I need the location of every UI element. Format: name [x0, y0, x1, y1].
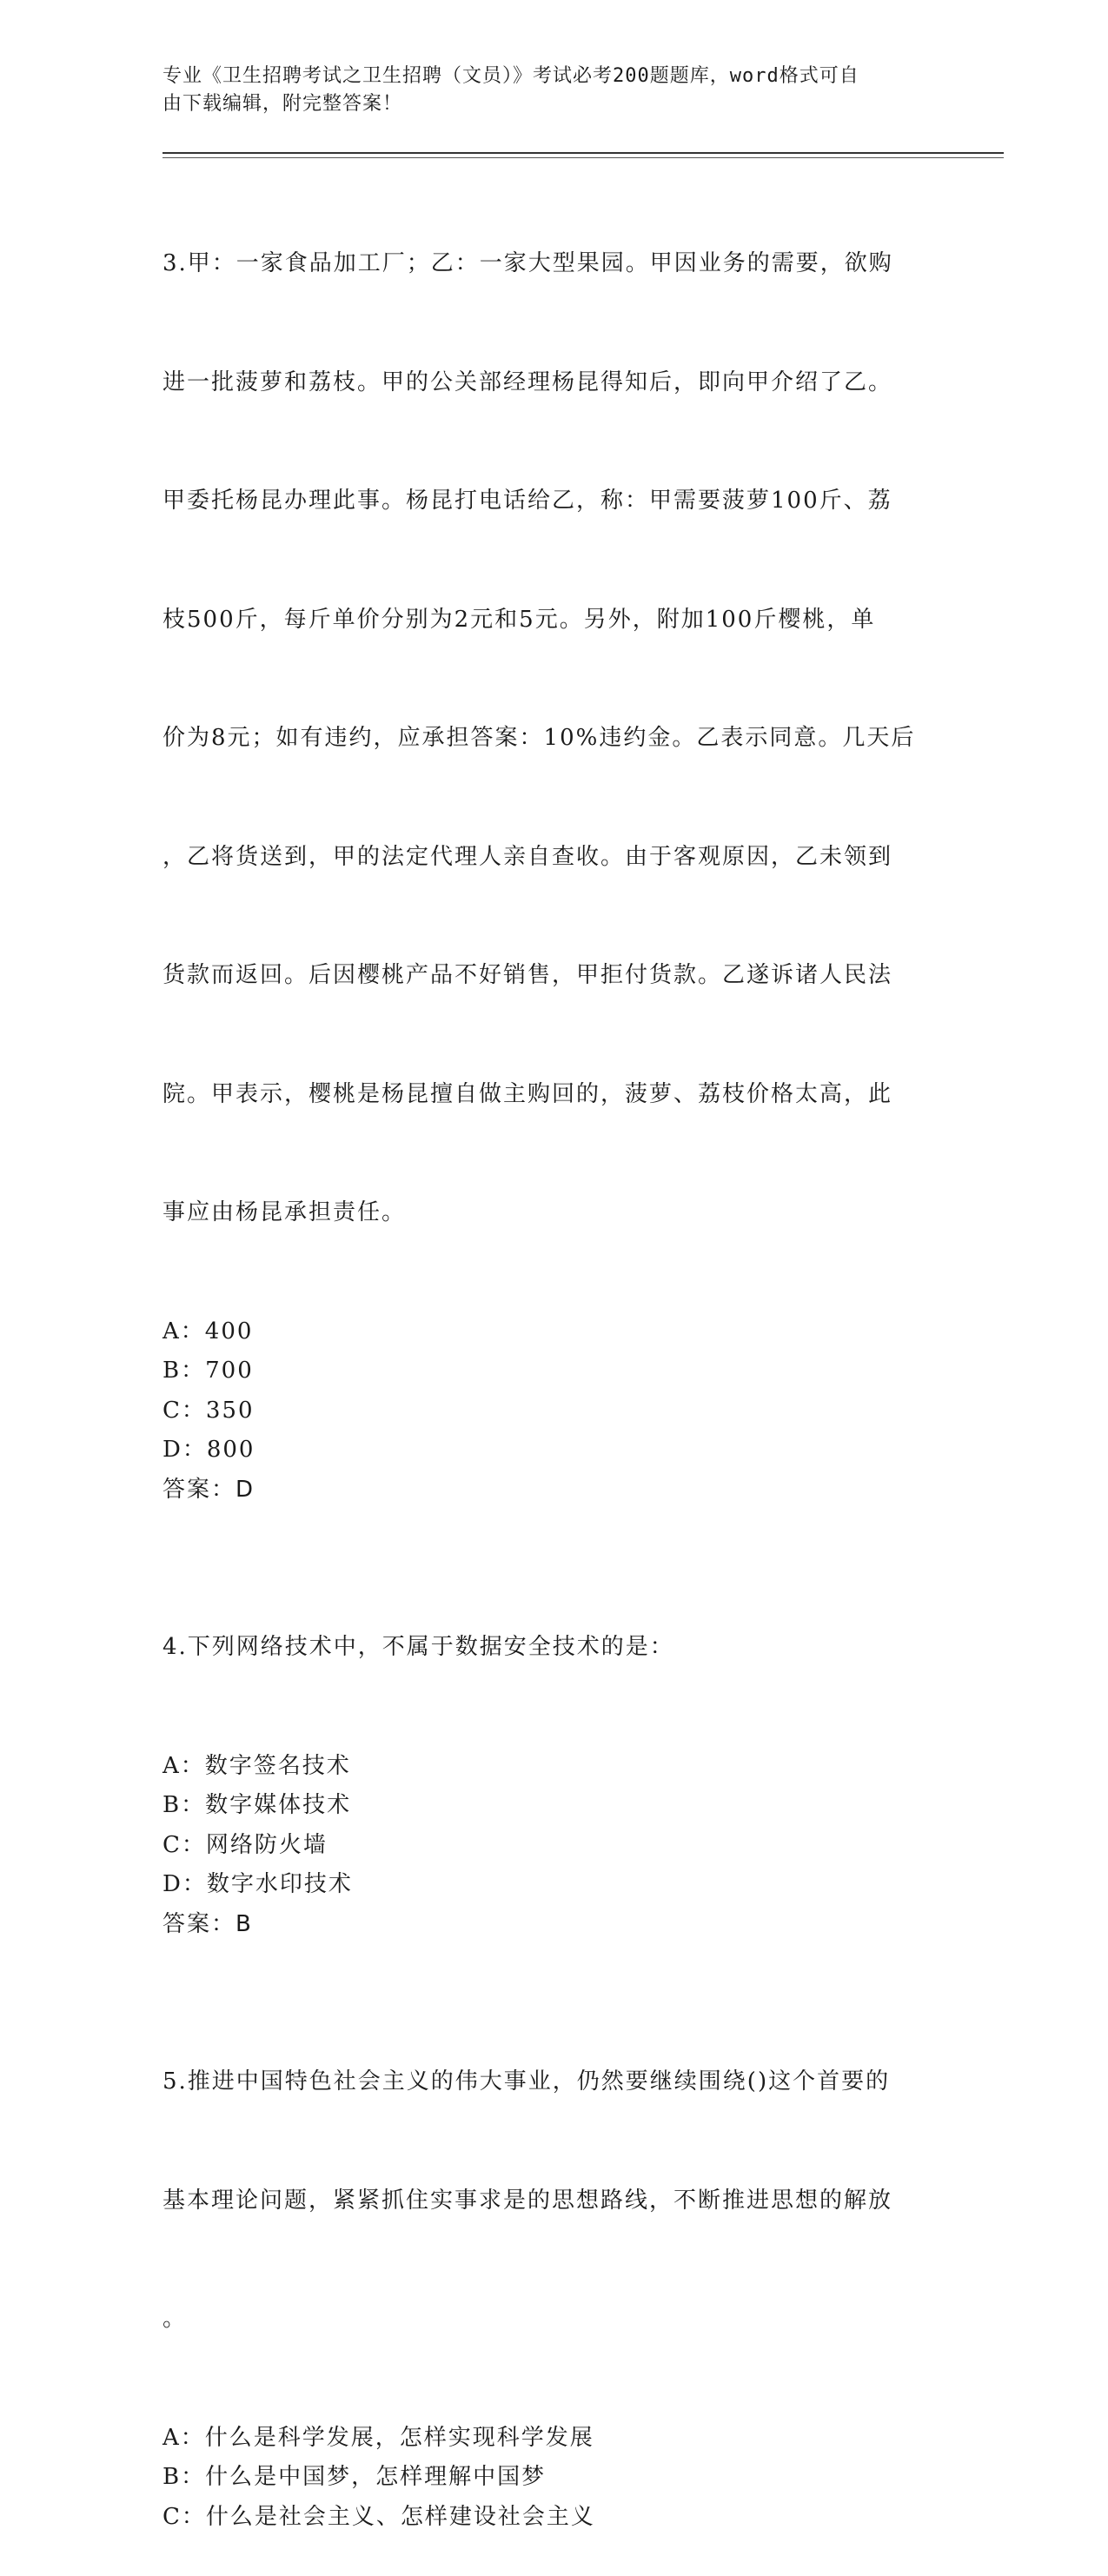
- question-stem: [163, 165, 945, 1312]
- option-b: B：700: [163, 1358, 254, 1384]
- stem-line: 甲委托杨昆办理此事。杨昆打电话给乙，称：甲需要菠萝100斤、荔: [163, 488, 892, 514]
- stem-line: 5.推进中国特色社会主义的伟大事业，仍然要继续围绕()这个首要的: [163, 2068, 891, 2095]
- stem-line: 进一批菠萝和荔枝。甲的公关部经理杨昆得知后，即向甲介绍了乙。: [163, 368, 893, 395]
- stem-line: 枝500斤，每斤单价分别为2元和5元。另外，附加100斤樱桃，单: [163, 606, 876, 633]
- stem-line: 货款而返回。后因樱桃产品不好销售，甲拒付货款。乙遂诉诸人民法: [163, 962, 893, 988]
- question-stem: [163, 1549, 945, 1747]
- question-list: [163, 165, 945, 2576]
- header-divider-thin: [163, 157, 1004, 158]
- stem-line: 事应由杨昆承担责任。: [163, 1199, 407, 1225]
- option-a: A：400: [163, 1318, 254, 1344]
- answer-line: 答案：D: [163, 1476, 255, 1503]
- option-a: A：数字签名技术: [163, 1752, 351, 1779]
- header-line-2: 由下载编辑，附完整答案！: [163, 93, 403, 115]
- option-a: A：什么是科学发展，怎样实现科学发展: [163, 2424, 594, 2451]
- option-d: D：数字水印技术: [163, 1871, 353, 1897]
- document-header: [163, 63, 927, 118]
- option-d: D：800: [163, 1437, 255, 1463]
- stem-line: 4.下列网络技术中，不属于数据安全技术的是：: [163, 1634, 674, 1660]
- option-b: B：什么是中国梦，怎样理解中国梦: [163, 2464, 547, 2490]
- stem-line: 基本理论问题，紧紧抓住实事求是的思想路线，不断推进思想的解放: [163, 2187, 893, 2214]
- question-5: [163, 1983, 945, 2537]
- question-stem: [163, 1983, 945, 2419]
- option-c: C：350: [163, 1397, 255, 1424]
- stem-line: ，乙将货送到，甲的法定代理人亲自查收。由于客观原因，乙未领到: [163, 843, 893, 870]
- answer-line: 答案：B: [163, 1910, 253, 1937]
- stem-line: 院。甲表示，樱桃是杨昆擅自做主购回的，菠萝、荔枝价格太高，此: [163, 1080, 893, 1107]
- question-4: [163, 1549, 945, 1944]
- stem-line: 3.甲：一家食品加工厂；乙：一家大型果园。甲因业务的需要，欲购: [163, 250, 893, 276]
- option-b: B：数字媒体技术: [163, 1792, 352, 1818]
- option-c: C：网络防火墙: [163, 1831, 328, 1858]
- header-divider-thick: [163, 152, 1004, 154]
- header-line-1: 专业《卫生招聘考试之卫生招聘（文员）》考试必考200题题库，word格式可自: [163, 65, 859, 87]
- option-c: C：什么是社会主义、怎样建设社会主义: [163, 2503, 595, 2530]
- stem-line: 价为8元；如有违约，应承担答案：10%违约金。乙表示同意。几天后: [163, 725, 916, 751]
- question-3: [163, 165, 945, 1510]
- stem-line: 。: [163, 2306, 188, 2332]
